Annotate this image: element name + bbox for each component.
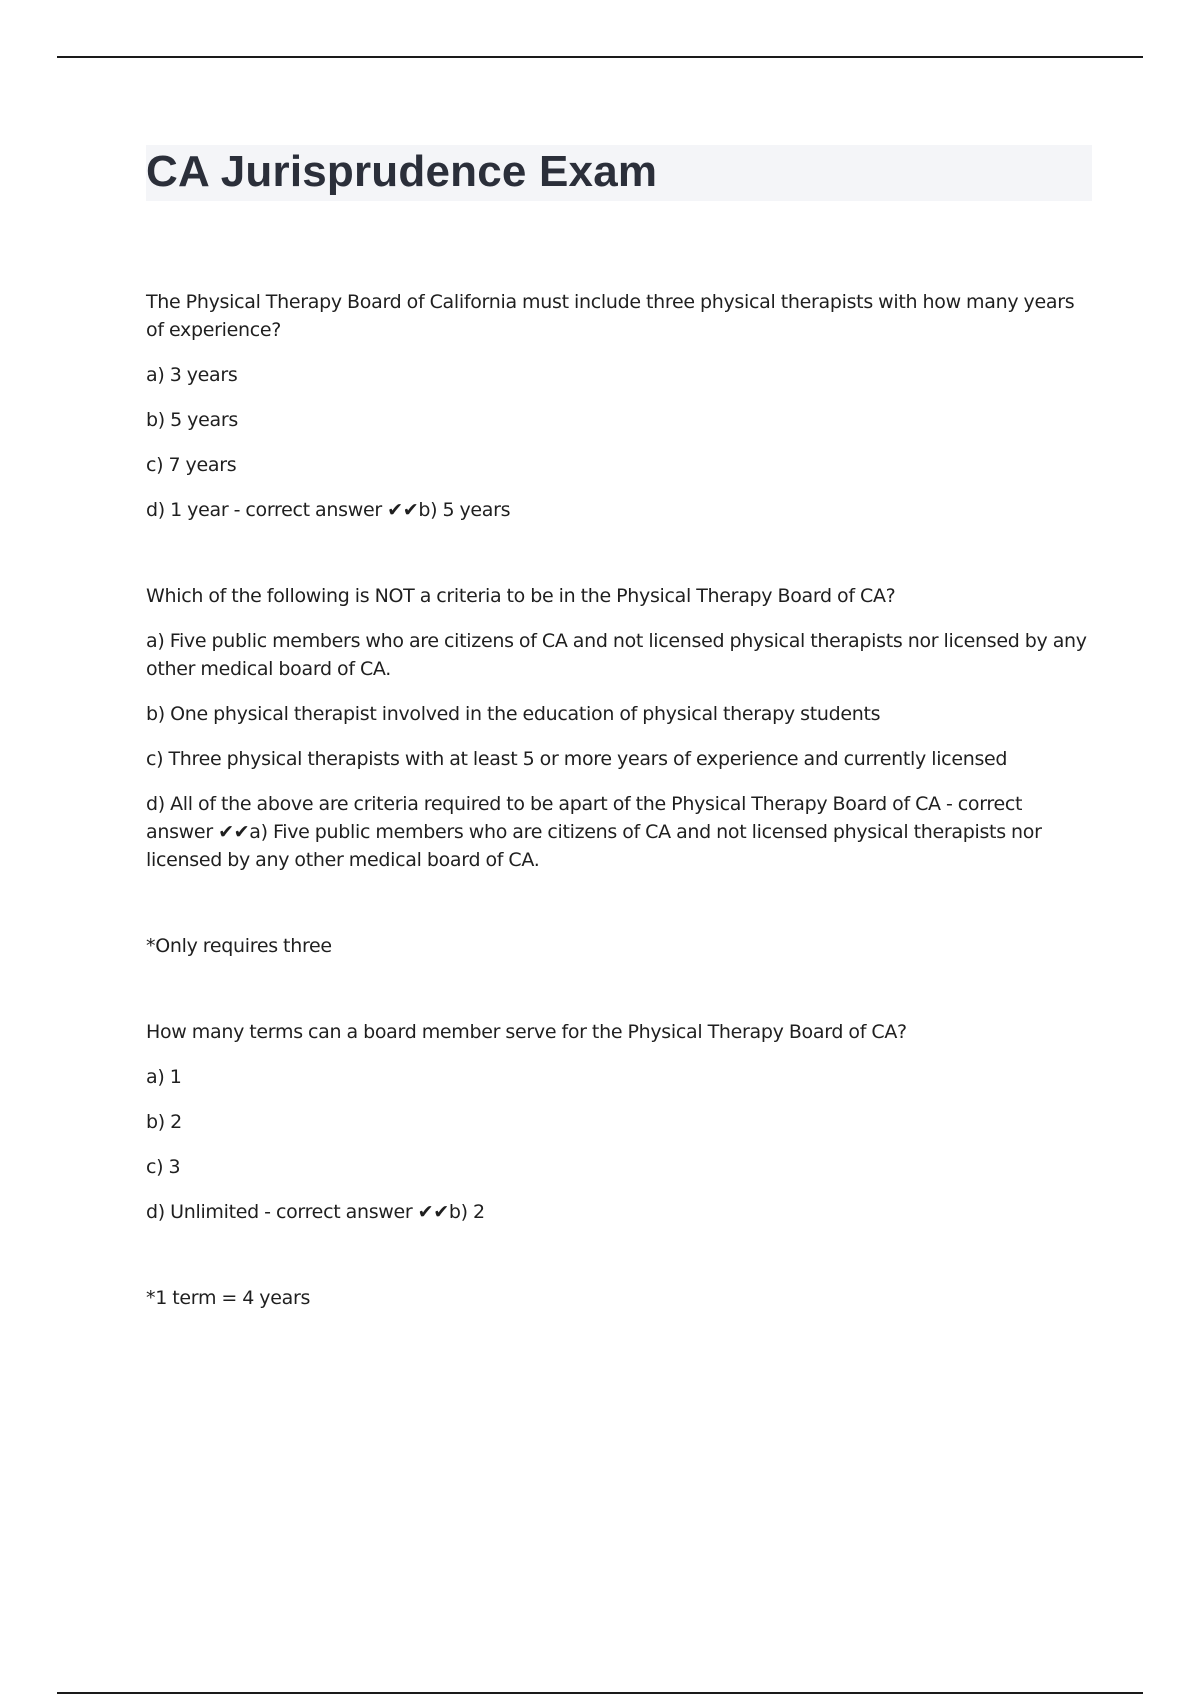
answer-note: *Only requires three — [146, 935, 332, 957]
question-text: Which of the following is NOT a criteria to be in the Physical Therapy Board of CA? — [146, 585, 896, 607]
answer-option: a) 3 years — [146, 364, 238, 386]
answer-option: a) 1 — [146, 1066, 182, 1088]
answer-option: b) 5 years — [146, 409, 238, 431]
answer-option-with-correct-answer: d) Unlimited - correct answer ✔✔b) 2 — [146, 1201, 485, 1223]
answer-option: b) One physical therapist involved in the education of physical therapy students — [146, 703, 881, 725]
question-text: The Physical Therapy Board of California must include three physical therapists with how many years of experience? — [146, 291, 1075, 341]
answer-option: c) Three physical therapists with at least 5 or more years of experience and currently licensed — [146, 748, 1008, 770]
top-rule — [57, 56, 1143, 58]
answer-option: c) 3 — [146, 1156, 181, 1178]
title-band — [146, 145, 1092, 201]
page-title: CA Jurisprudence Exam — [146, 147, 658, 196]
question-block-3 — [146, 1018, 1092, 1226]
answer-option: c) 7 years — [146, 454, 237, 476]
answer-option-with-correct-answer: d) 1 year - correct answer ✔✔b) 5 years — [146, 499, 511, 521]
document-body — [146, 145, 1092, 1312]
answer-option: b) 2 — [146, 1111, 182, 1133]
question-block-2 — [146, 582, 1092, 874]
answer-option-with-correct-answer: d) All of the above are criteria required to be apart of the Physical Therapy Board of CA - correct answer ✔✔a) Five public members who are citizens of CA and not licensed physical therapists nor licensed by any other medical board of CA. — [146, 793, 1042, 871]
bottom-rule — [57, 1692, 1143, 1694]
answer-note: *1 term = 4 years — [146, 1287, 311, 1309]
question-text: How many terms can a board member serve for the Physical Therapy Board of CA? — [146, 1021, 907, 1043]
answer-option: a) Five public members who are citizens of CA and not licensed physical therapists nor licensed by any other medical board of CA. — [146, 630, 1087, 680]
question-block-1 — [146, 288, 1092, 524]
